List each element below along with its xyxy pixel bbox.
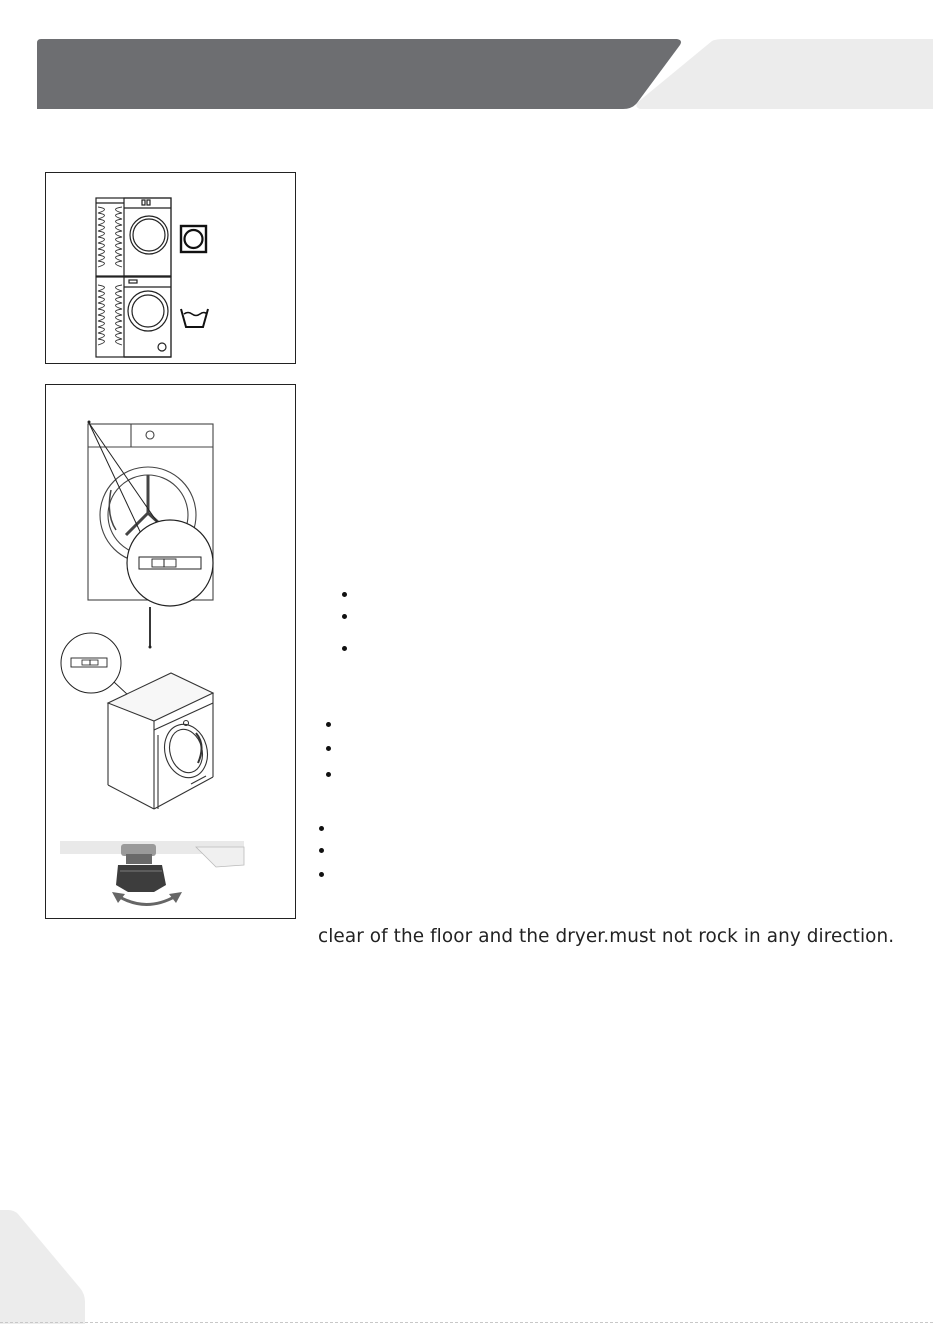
header-bar: [37, 39, 682, 109]
spirit-level-icon: [61, 633, 121, 693]
bullet-marker: [319, 826, 324, 831]
bullet-marker: [342, 592, 347, 597]
wash-tub-icon: [181, 309, 208, 327]
figure-stacked-appliances: [45, 172, 296, 364]
bullet-marker: [326, 722, 331, 727]
tumble-dry-icon: [181, 226, 206, 252]
stacked-appliances-illustration: [46, 173, 297, 365]
adjustable-foot-icon: [60, 841, 244, 892]
levelling-instruction-text: clear of the floor and the dryer.must not rock in any direction.: [318, 926, 895, 947]
spirit-level-icon: [127, 520, 213, 606]
header-tab: [634, 39, 933, 109]
figure-levelling: [45, 384, 296, 919]
levelling-illustration: [46, 385, 297, 920]
bullet-marker: [326, 746, 331, 751]
bullet-marker: [319, 872, 324, 877]
bullet-marker: [342, 646, 347, 651]
bullet-marker: [326, 772, 331, 777]
bullet-marker: [319, 848, 324, 853]
page-corner-tab: [0, 1210, 85, 1324]
rotate-arrow-icon: [112, 892, 182, 905]
bullet-marker: [342, 614, 347, 619]
